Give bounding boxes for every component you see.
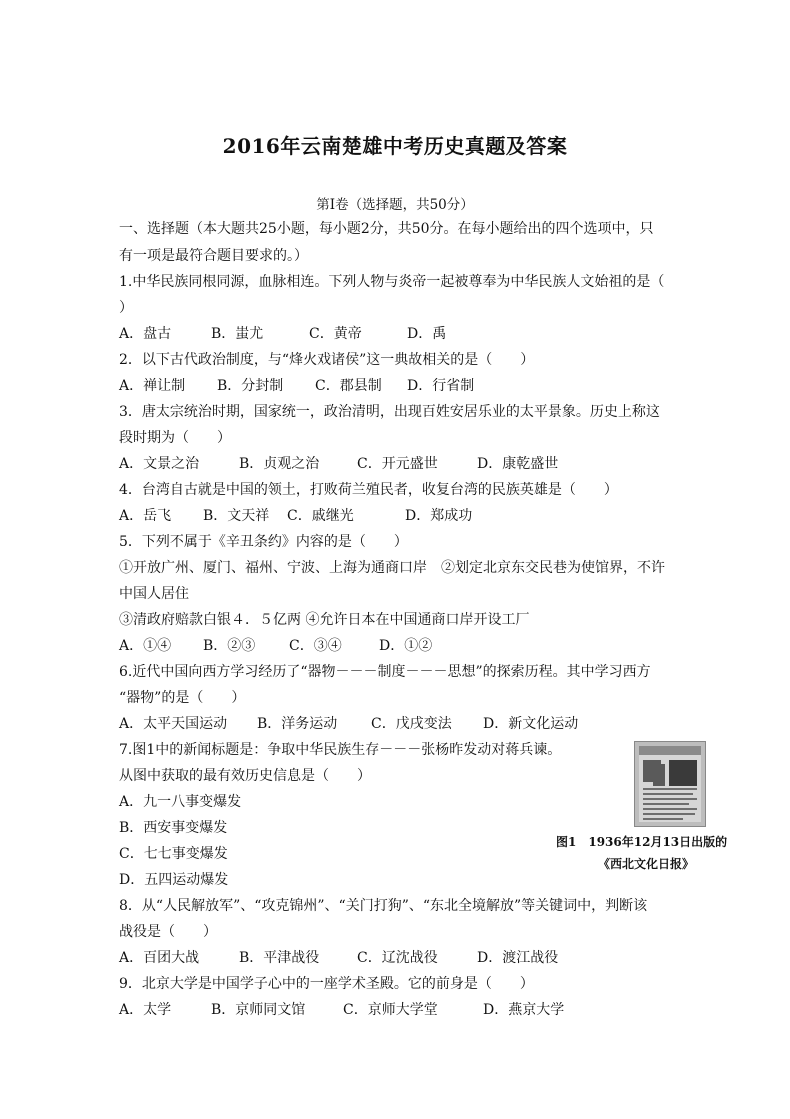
q8-stem-line-2: 战役是（ ） [119,924,217,940]
q4-option-b: B．文天祥 [203,508,270,524]
q7-stem-line-2: 从图中获取的最有效历史信息是（ ） [119,768,371,784]
q7-option-c: C．七七事变爆发 [119,846,228,862]
q9-stem: 9．北京大学是中国学子心中的一座学术圣殿。它的前身是（ ） [119,976,534,992]
section-heading: 第Ⅰ卷（选择题，共50分） [316,197,474,213]
q9-option-a: A．太学 [119,1002,172,1018]
intro-line-1: 一、选择题（本大题共25小题，每小题2分，共50分。在每小题给出的四个选项中，只 [119,221,654,237]
q5-option-b: B．②③ [203,638,256,654]
q5-item-line-2: 中国人居住 [119,586,189,602]
q7-stem-line-1: 7.图1中的新闻标题是：争取中华民族生存－－－张杨昨发动对蒋兵谏。 [119,742,562,758]
q6-option-b: B．洋务运动 [257,716,338,732]
q5-item-line-1: ①开放广州、厦门、福州、宁波、上海为通商口岸 ②划定北京东交民巷为使馆界，不许 [119,560,665,576]
q5-option-c: C．③④ [289,638,342,654]
q2-option-a: A．禅让制 [119,378,186,394]
q2-option-b: B．分封制 [217,378,284,394]
q8-option-c: C．辽沈战役 [357,950,438,966]
q2-stem: 2．以下古代政治制度，与“烽火戏诸侯”这一典故相关的是（ ） [119,352,535,368]
q4-option-c: C．戚继光 [287,508,354,524]
q3-option-b: B．贞观之治 [239,456,320,472]
q3-stem-line-1: 3．唐太宗统治时期，国家统一，政治清明，出现百姓安居乐业的太平景象。历史上称这 [119,404,660,420]
q1-stem-line-2: ） [119,300,133,316]
q5-item-line-3: ③清政府赔款白银４．５亿两 ④允许日本在中国通商口岸开设工厂 [119,612,530,628]
q5-option-d: D．①② [379,638,433,654]
q1-option-a: A．盘古 [119,326,172,342]
q4-stem: 4．台湾自古就是中国的领土，打败荷兰殖民者，收复台湾的民族英雄是（ ） [119,482,618,498]
newspaper-figure-image [634,741,706,827]
q7-option-d: D．五四运动爆发 [119,872,229,888]
figure-caption-line-1: 图1 1936年12月13日出版的 [556,835,728,849]
q6-option-a: A．太平天国运动 [119,716,228,732]
q4-option-a: A．岳飞 [119,508,172,524]
q1-option-b: B．蚩尤 [211,326,264,342]
q3-option-c: C．开元盛世 [357,456,438,472]
q9-option-d: D．燕京大学 [483,1002,565,1018]
q8-option-d: D．渡江战役 [477,950,559,966]
q1-option-d: D．禹 [407,326,447,342]
q5-option-a: A．①④ [119,638,172,654]
q3-stem-line-2: 段时期为（ ） [119,430,231,446]
q1-option-c: C．黄帝 [309,326,362,342]
q2-option-c: C．郡县制 [315,378,382,394]
figure-caption-line-2: 《西北文化日报》 [598,857,695,871]
intro-line-2: 有一项是最符合题目要求的。） [119,248,308,264]
q8-option-a: A．百团大战 [119,950,200,966]
q2-option-d: D．行省制 [407,378,475,394]
q6-option-c: C．戊戌变法 [371,716,452,732]
q3-option-d: D．康乾盛世 [477,456,559,472]
q9-option-b: B．京师同文馆 [211,1002,306,1018]
q6-option-d: D．新文化运动 [483,716,579,732]
q3-option-a: A．文景之治 [119,456,200,472]
q6-stem-line-1: 6.近代中国向西方学习经历了“器物－－－制度－－－思想”的探索历程。其中学习西方 [119,664,651,680]
q8-option-b: B．平津战役 [239,950,320,966]
q9-option-c: C．京师大学堂 [343,1002,438,1018]
q7-option-a: A．九一八事变爆发 [119,794,242,810]
q4-option-d: D．郑成功 [405,508,473,524]
q6-stem-line-2: “器物”的是（ ） [119,690,246,706]
document-title: 2016年云南楚雄中考历史真题及答案 [222,134,568,158]
q7-option-b: B．西安事变爆发 [119,820,228,836]
q5-stem: 5．下列不属于《辛丑条约》内容的是（ ） [119,534,408,550]
q8-stem-line-1: 8．从“人民解放军”、“攻克锦州”、“关门打狗”、“东北全境解放”等关键词中，判断该 [119,898,648,914]
q1-stem-line-1: 1.中华民族同根同源，血脉相连。下列人物与炎帝一起被尊奉为中华民族人文始祖的是（ [119,274,665,290]
